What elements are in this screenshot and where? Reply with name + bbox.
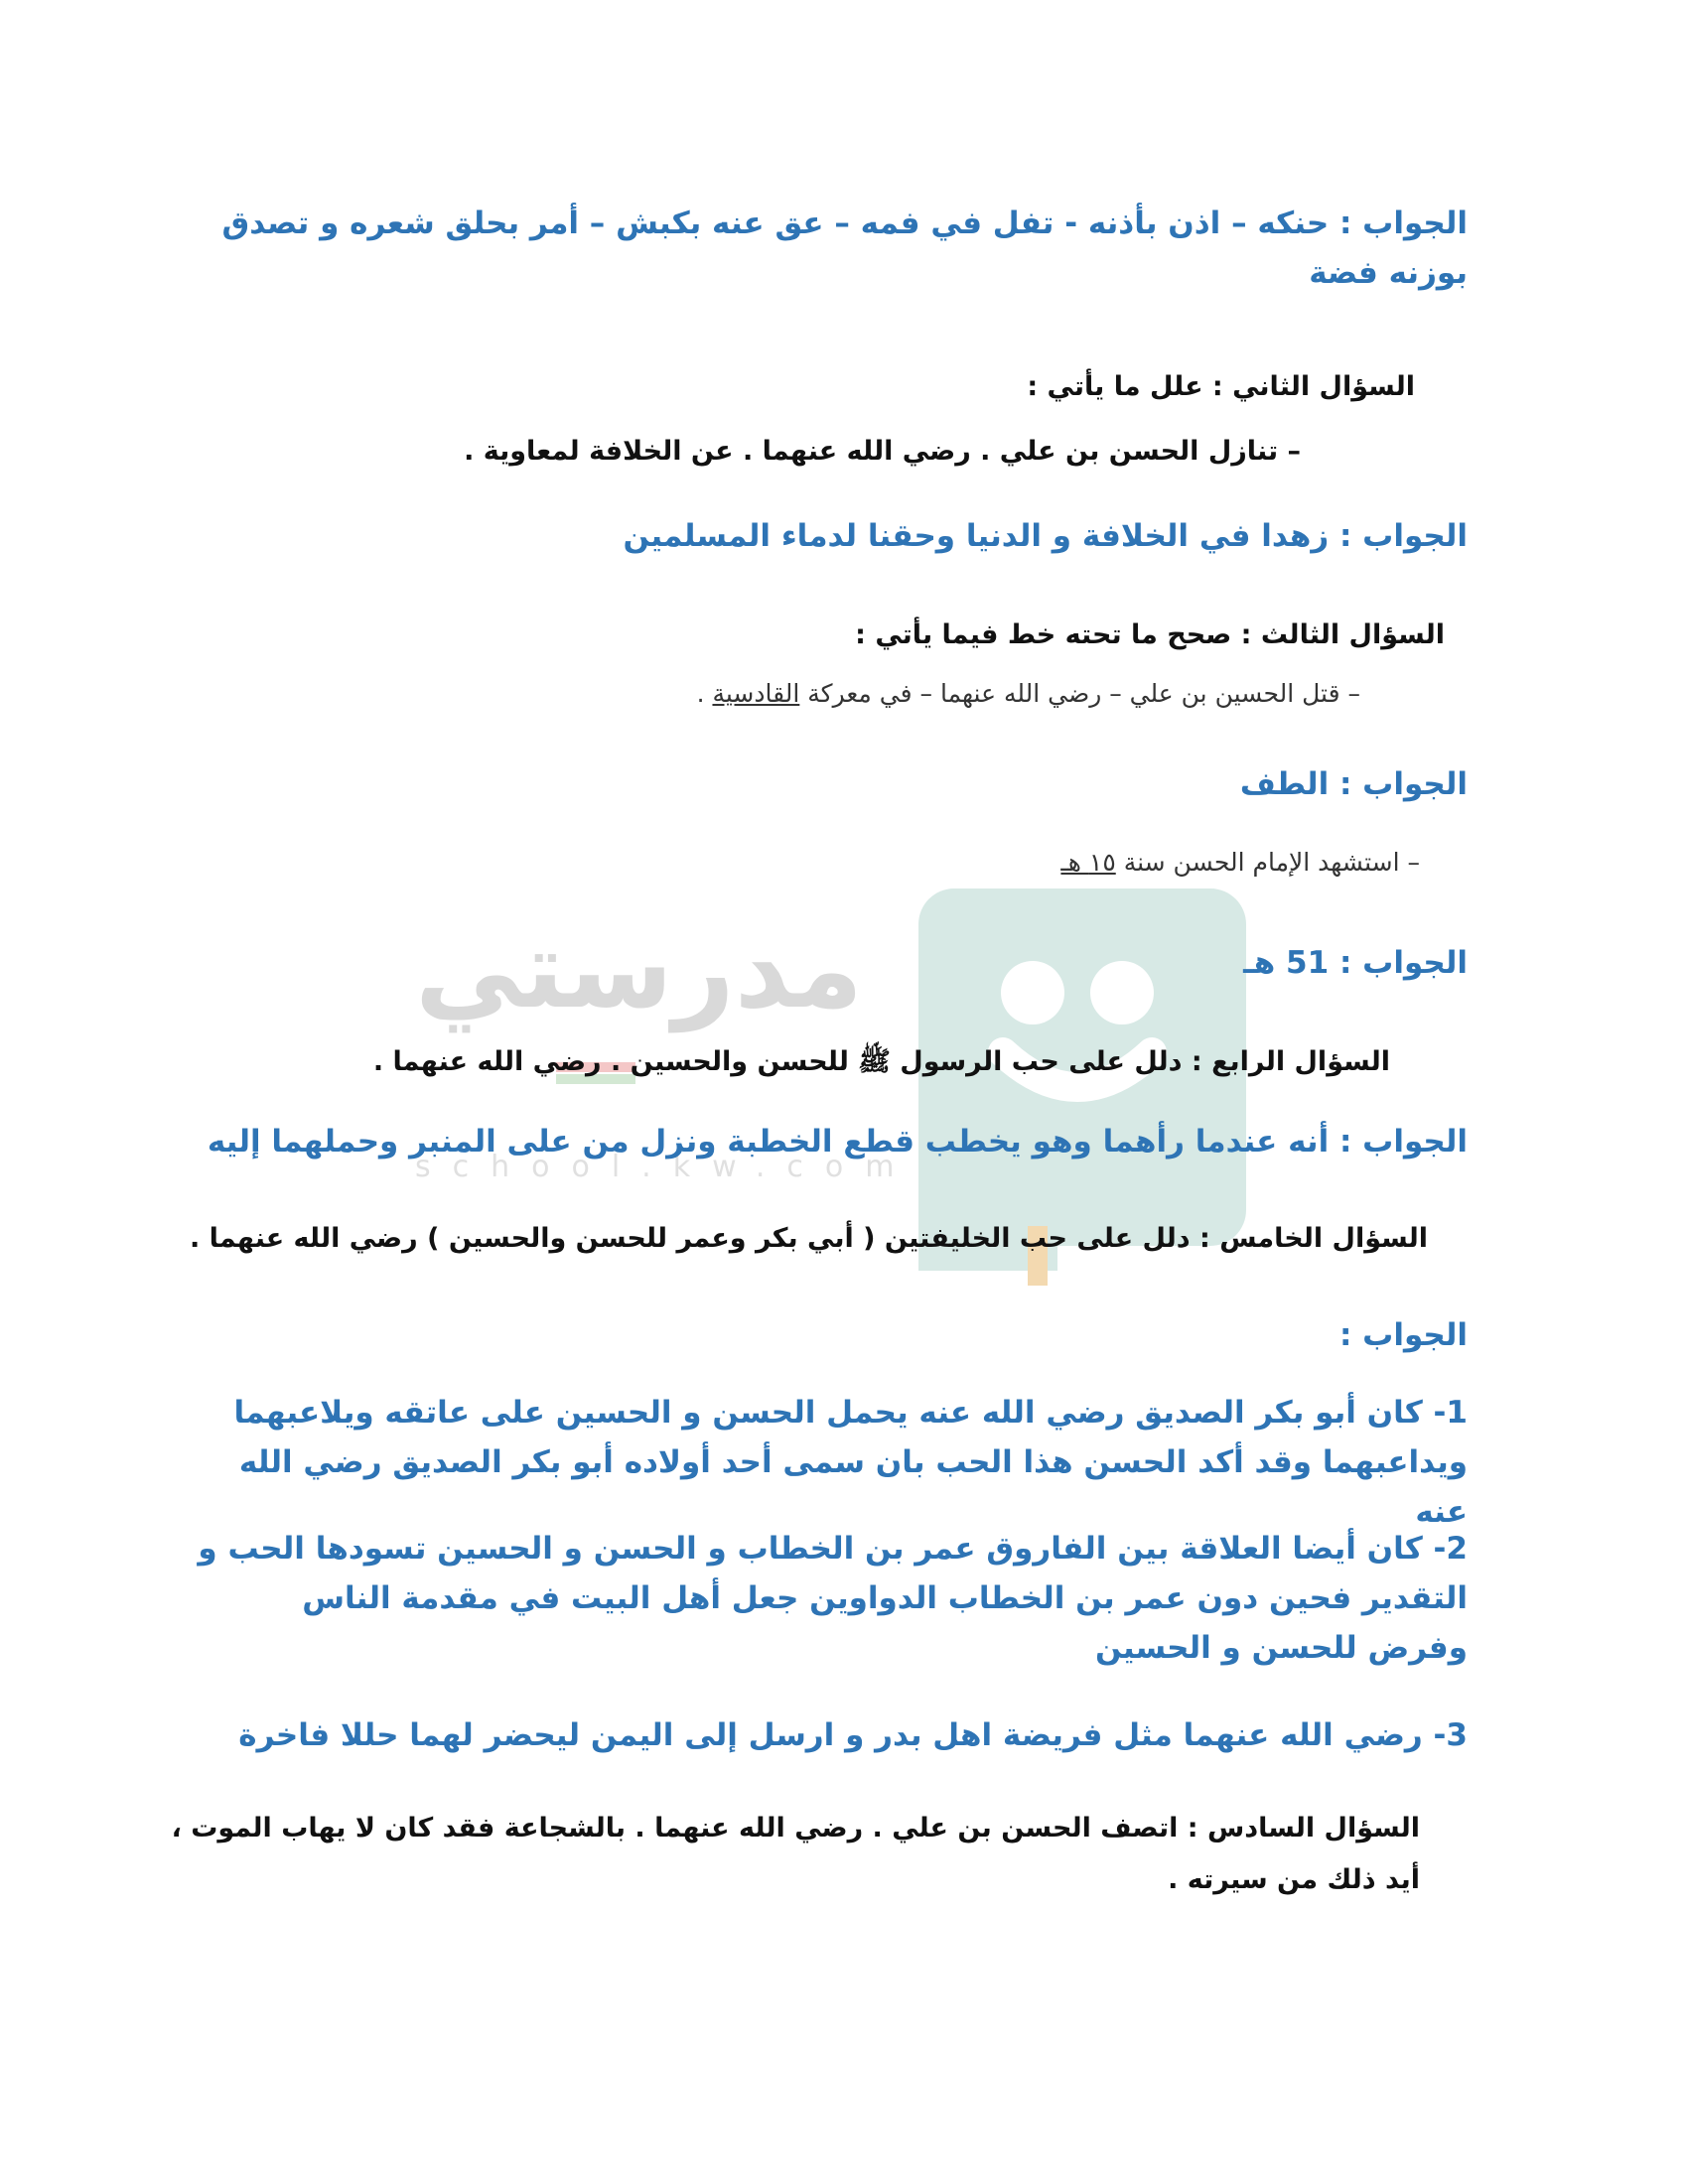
answer-1-line-2: بوزنه فضة: [1309, 255, 1468, 291]
answer-6-label: الجواب :: [1338, 1317, 1468, 1353]
question-3-item: [697, 675, 1360, 713]
answer-6-point-3: 3- رضي الله عنهما مثل فريضة اهل بدر و ارسل إلى اليمن ليحضر لهما حللا فاخرة: [238, 1717, 1468, 1753]
question-5-title: السؤال الخامس : دلل على حب الخليفتين ( أبي بكر وعمر للحسن والحسين ) رضي الله عنهما .: [189, 1223, 1428, 1254]
answer-3: الجواب : الطف: [1239, 766, 1468, 802]
question-3b-item: [1060, 844, 1420, 882]
question-3-item-text: – قتل الحسين بن علي – رضي الله عنهما – في معركة: [799, 679, 1360, 708]
answer-4: الجواب : 51 هـ: [1243, 945, 1468, 981]
question-3b-underlined: ١٥ هـ: [1060, 848, 1116, 877]
watermark-name: مدرستي: [415, 908, 863, 1032]
question-3b-item-text: – استشهد الإمام الحسن سنة: [1115, 848, 1420, 877]
answer-1: [197, 199, 1468, 298]
answer-2: الجواب : زهدا في الخلافة و الدنيا وحقنا لدماء المسلمين: [623, 518, 1468, 554]
answer-6-point-2: 2- كان أيضا العلاقة بين الفاروق عمر بن الخطاب و الحسن و الحسين تسودها الحب و التقدير فحين دون عمر بن الخطاب الدواوين جعل أهل البيت في مقدمة الناس وفرض للحسن و الحسين: [198, 1531, 1468, 1666]
answer-6-point-1: 1- كان أبو بكر الصديق رضي الله عنه يحمل الحسن و الحسين على عاتقه ويلاعبهما ويداعبهما وقد أكد الحسن هذا الحب بان سمى أحد أولاده أبو بكر الصديق رضي الله عنه: [233, 1395, 1468, 1530]
question-6-line-2: أيد ذلك من سيرته .: [1168, 1864, 1420, 1895]
question-3-item-end: .: [696, 679, 713, 708]
watermark-site: school.kw.com: [415, 1150, 916, 1184]
question-2-item: – تنازل الحسن بن علي . رضي الله عنهما . عن الخلافة لمعاوية .: [464, 436, 1301, 467]
question-4-title: السؤال الرابع : دلل على حب الرسول ﷺ للحسن والحسين . رضي الله عنهما .: [372, 1046, 1390, 1077]
question-3-title: السؤال الثالث : صحح ما تحته خط فيما يأتي :: [855, 619, 1445, 650]
answer-1-line-1: الجواب : حنكه – اذن بأذنه - تفل في فمه – عق عنه بكبش – أمر بحلق شعره و تصدق: [221, 205, 1468, 241]
question-2-title: السؤال الثاني : علل ما يأتي :: [1027, 371, 1415, 402]
question-3-underlined: القادسية: [712, 679, 800, 708]
answer-5: الجواب : أنه عندما رأهما وهو يخطب قطع الخطبة ونزل من على المنبر وحملهما إليه: [207, 1124, 1468, 1160]
question-6-line-1: السؤال السادس : اتصف الحسن بن علي . رضي الله عنهما . بالشجاعة فقد كان لا يهاب الموت ،: [171, 1813, 1420, 1843]
